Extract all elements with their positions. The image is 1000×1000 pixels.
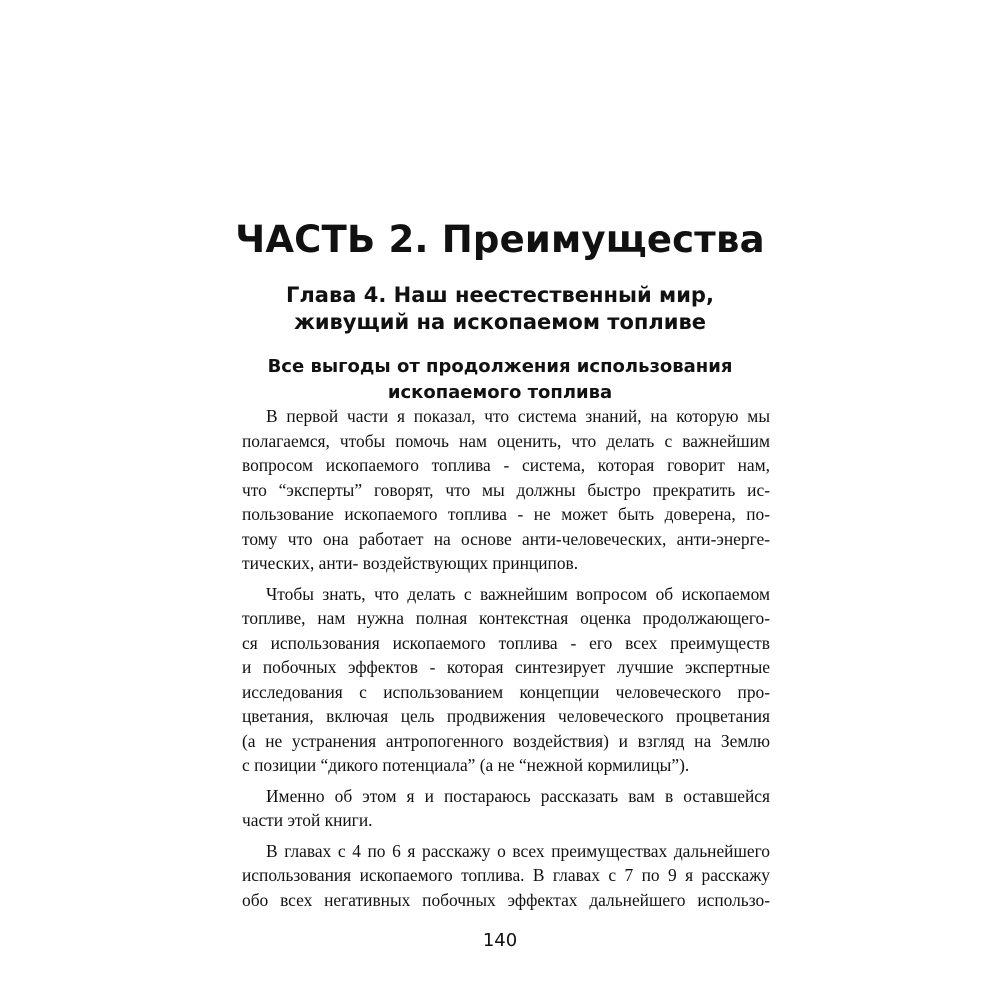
text-line: ся использования ископаемого топлива - его всех преимуществ [242,632,770,653]
text-line: тических, анти- воздействующих принципов. [242,553,579,573]
body-text [242,404,770,918]
text-line: с позиции “дикого потенциала” (а не “нежной кормилицы”). [242,755,690,775]
paragraph [242,404,770,576]
text-line: обо всех негативных побочных эффектах дальнейшего использо- [242,889,770,910]
text-line: тому что она работает на основе анти-человеческих, анти-энерге- [242,528,770,549]
text-line: Чтобы знать, что делать с важнейшим вопросом об ископаемом [266,583,770,604]
text-line: что “эксперты” говорят, что мы должны быстро прекратить ис- [242,479,770,500]
page-number: 140 [482,930,518,951]
section-title [0,354,1000,406]
text-line: В главах с 4 по 6 я расскажу о всех преимуществах дальнейшего [266,840,770,861]
paragraph [242,582,770,778]
text-line: полагаемся, чтобы помочь нам оценить, что делать с важнейшим [242,430,770,451]
text-line: пользование ископаемого топлива - не может быть доверена, по- [242,504,770,524]
text-line: вопросом ископаемого топлива - система, которая говорит нам, [242,455,770,475]
text-line: исследования с использованием концепции человеческого про- [242,681,770,702]
chapter-title-line: живущий на ископаемом топливе [293,310,707,334]
text-line: использования ископаемого топлива. В главах с 7 по 9 я расскажу [242,865,770,885]
text-line: цветания, включая цель продвижения человеческого процветания [242,706,770,726]
chapter-title [0,282,1000,336]
part-title: ЧАСТЬ 2. Преимущества [235,218,765,261]
chapter-title-line: Глава 4. Наш неестественный мир, [286,283,714,307]
text-line: (а не устранения антропогенного воздействия) и взгляд на Землю [242,730,770,751]
section-title-line: ископаемого топлива [387,382,613,403]
text-line: В первой части я показал, что система знаний, на которую мы [266,406,770,426]
paragraph [242,784,770,833]
text-line: и побочных эффектов - которая синтезирует лучшие экспертные [242,657,770,677]
text-line: топливе, нам нужна полная контекстная оценка продолжающего- [242,608,770,628]
text-line: Именно об этом я и постараюсь рассказать вам в оставшейся [266,785,770,806]
section-title-line: Все выгоды от продолжения использования [267,356,733,377]
text-line: части этой книги. [242,810,373,830]
paragraph [242,839,770,913]
